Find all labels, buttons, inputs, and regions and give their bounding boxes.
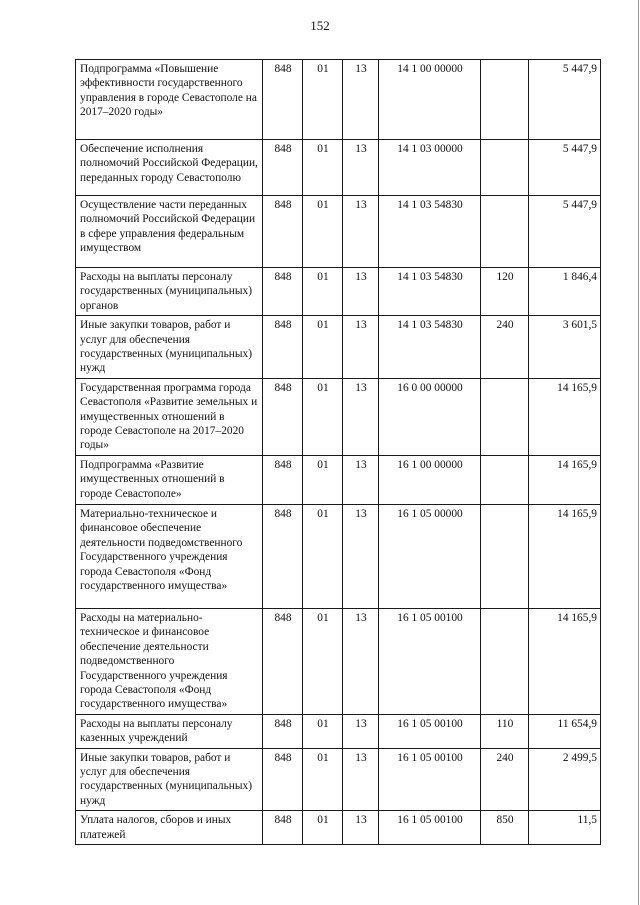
amount-cell: 5 447,9 (529, 140, 601, 196)
target-article-cell: 16 1 05 00100 (379, 748, 481, 811)
table-row (76, 714, 601, 748)
target-article-cell: 14 1 03 00000 (379, 140, 481, 196)
ministry-code-cell: 848 (263, 140, 303, 196)
expense-type-cell: 110 (481, 714, 529, 748)
target-article-cell: 16 1 05 00000 (379, 504, 481, 608)
amount-cell: 11 654,9 (529, 714, 601, 748)
section-code-cell: 01 (303, 714, 343, 748)
table-body (76, 60, 601, 845)
subsection-code-cell: 13 (343, 714, 379, 748)
ministry-code-cell: 848 (263, 748, 303, 811)
section-code-cell: 01 (303, 378, 343, 455)
amount-cell: 5 447,9 (529, 196, 601, 268)
subsection-code-cell: 13 (343, 608, 379, 714)
ministry-code-cell: 848 (263, 316, 303, 379)
row-name-cell: Иные закупки товаров, работ и услуг для обеспечения государственных (муниципальных) нужд (76, 748, 263, 811)
section-code-cell: 01 (303, 268, 343, 316)
target-article-cell: 14 1 03 54830 (379, 268, 481, 316)
target-article-cell: 16 1 05 00100 (379, 608, 481, 714)
expense-type-cell (481, 378, 529, 455)
expense-type-cell: 120 (481, 268, 529, 316)
section-code-cell: 01 (303, 504, 343, 608)
table-row (76, 811, 601, 845)
amount-cell: 5 447,9 (529, 60, 601, 140)
section-code-cell: 01 (303, 140, 343, 196)
budget-table (75, 59, 601, 845)
section-code-cell: 01 (303, 811, 343, 845)
ministry-code-cell: 848 (263, 268, 303, 316)
amount-cell: 1 846,4 (529, 268, 601, 316)
row-name-cell: Подпрограмма «Повышение эффективности государственного управления в городе Севастополе на 2017–2020 годы» (76, 60, 263, 140)
target-article-cell: 16 1 05 00100 (379, 714, 481, 748)
expense-type-cell: 240 (481, 748, 529, 811)
ministry-code-cell: 848 (263, 60, 303, 140)
subsection-code-cell: 13 (343, 316, 379, 379)
ministry-code-cell: 848 (263, 811, 303, 845)
amount-cell: 11,5 (529, 811, 601, 845)
row-name-cell: Расходы на выплаты персоналу государственных (муниципальных) органов (76, 268, 263, 316)
subsection-code-cell: 13 (343, 268, 379, 316)
table-row (76, 378, 601, 455)
expense-type-cell (481, 140, 529, 196)
ministry-code-cell: 848 (263, 455, 303, 504)
subsection-code-cell: 13 (343, 455, 379, 504)
amount-cell: 3 601,5 (529, 316, 601, 379)
amount-cell: 14 165,9 (529, 455, 601, 504)
table-row (76, 748, 601, 811)
ministry-code-cell: 848 (263, 378, 303, 455)
ministry-code-cell: 848 (263, 714, 303, 748)
table-row (76, 196, 601, 268)
table-row (76, 455, 601, 504)
amount-cell: 14 165,9 (529, 504, 601, 608)
scan-edge-line (638, 0, 639, 905)
section-code-cell: 01 (303, 608, 343, 714)
table-row (76, 316, 601, 379)
table-row (76, 140, 601, 196)
section-code-cell: 01 (303, 316, 343, 379)
row-name-cell: Материально-техническое и финансовое обеспечение деятельности подведомственного Государственного учреждения города Севастополя «Фонд государственного имущества» (76, 504, 263, 608)
section-code-cell: 01 (303, 196, 343, 268)
row-name-cell: Расходы на выплаты персоналу казенных учреждений (76, 714, 263, 748)
expense-type-cell: 850 (481, 811, 529, 845)
table-row (76, 60, 601, 140)
ministry-code-cell: 848 (263, 504, 303, 608)
subsection-code-cell: 13 (343, 811, 379, 845)
row-name-cell: Обеспечение исполнения полномочий Российской Федерации, переданных городу Севастополю (76, 140, 263, 196)
row-name-cell: Иные закупки товаров, работ и услуг для обеспечения государственных (муниципальных) нужд (76, 316, 263, 379)
target-article-cell: 14 1 00 00000 (379, 60, 481, 140)
amount-cell: 2 499,5 (529, 748, 601, 811)
row-name-cell: Подпрограмма «Развитие имущественных отношений в городе Севастополе» (76, 455, 263, 504)
subsection-code-cell: 13 (343, 140, 379, 196)
subsection-code-cell: 13 (343, 196, 379, 268)
row-name-cell: Осуществление части переданных полномочий Российской Федерации в сфере управления федеральным имуществом (76, 196, 263, 268)
target-article-cell: 16 0 00 00000 (379, 378, 481, 455)
subsection-code-cell: 13 (343, 60, 379, 140)
ministry-code-cell: 848 (263, 608, 303, 714)
target-article-cell: 14 1 03 54830 (379, 316, 481, 379)
expense-type-cell (481, 455, 529, 504)
section-code-cell: 01 (303, 748, 343, 811)
table-row (76, 504, 601, 608)
expense-type-cell (481, 196, 529, 268)
section-code-cell: 01 (303, 60, 343, 140)
subsection-code-cell: 13 (343, 748, 379, 811)
expense-type-cell (481, 60, 529, 140)
expense-type-cell (481, 608, 529, 714)
row-name-cell: Уплата налогов, сборов и иных платежей (76, 811, 263, 845)
expense-type-cell (481, 504, 529, 608)
subsection-code-cell: 13 (343, 504, 379, 608)
target-article-cell: 16 1 05 00100 (379, 811, 481, 845)
expense-type-cell: 240 (481, 316, 529, 379)
row-name-cell: Расходы на материально-техническое и финансовое обеспечение деятельности подведомственного Государственного учреждения города Севастополя «Фонд государственного имущества» (76, 608, 263, 714)
table-row (76, 268, 601, 316)
table-row (76, 608, 601, 714)
subsection-code-cell: 13 (343, 378, 379, 455)
target-article-cell: 16 1 00 00000 (379, 455, 481, 504)
amount-cell: 14 165,9 (529, 378, 601, 455)
amount-cell: 14 165,9 (529, 608, 601, 714)
target-article-cell: 14 1 03 54830 (379, 196, 481, 268)
section-code-cell: 01 (303, 455, 343, 504)
page-number: 152 (310, 18, 330, 33)
row-name-cell: Государственная программа города Севастополя «Развитие земельных и имущественных отношений в городе Севастополе на 2017–2020 годы» (76, 378, 263, 455)
ministry-code-cell: 848 (263, 196, 303, 268)
